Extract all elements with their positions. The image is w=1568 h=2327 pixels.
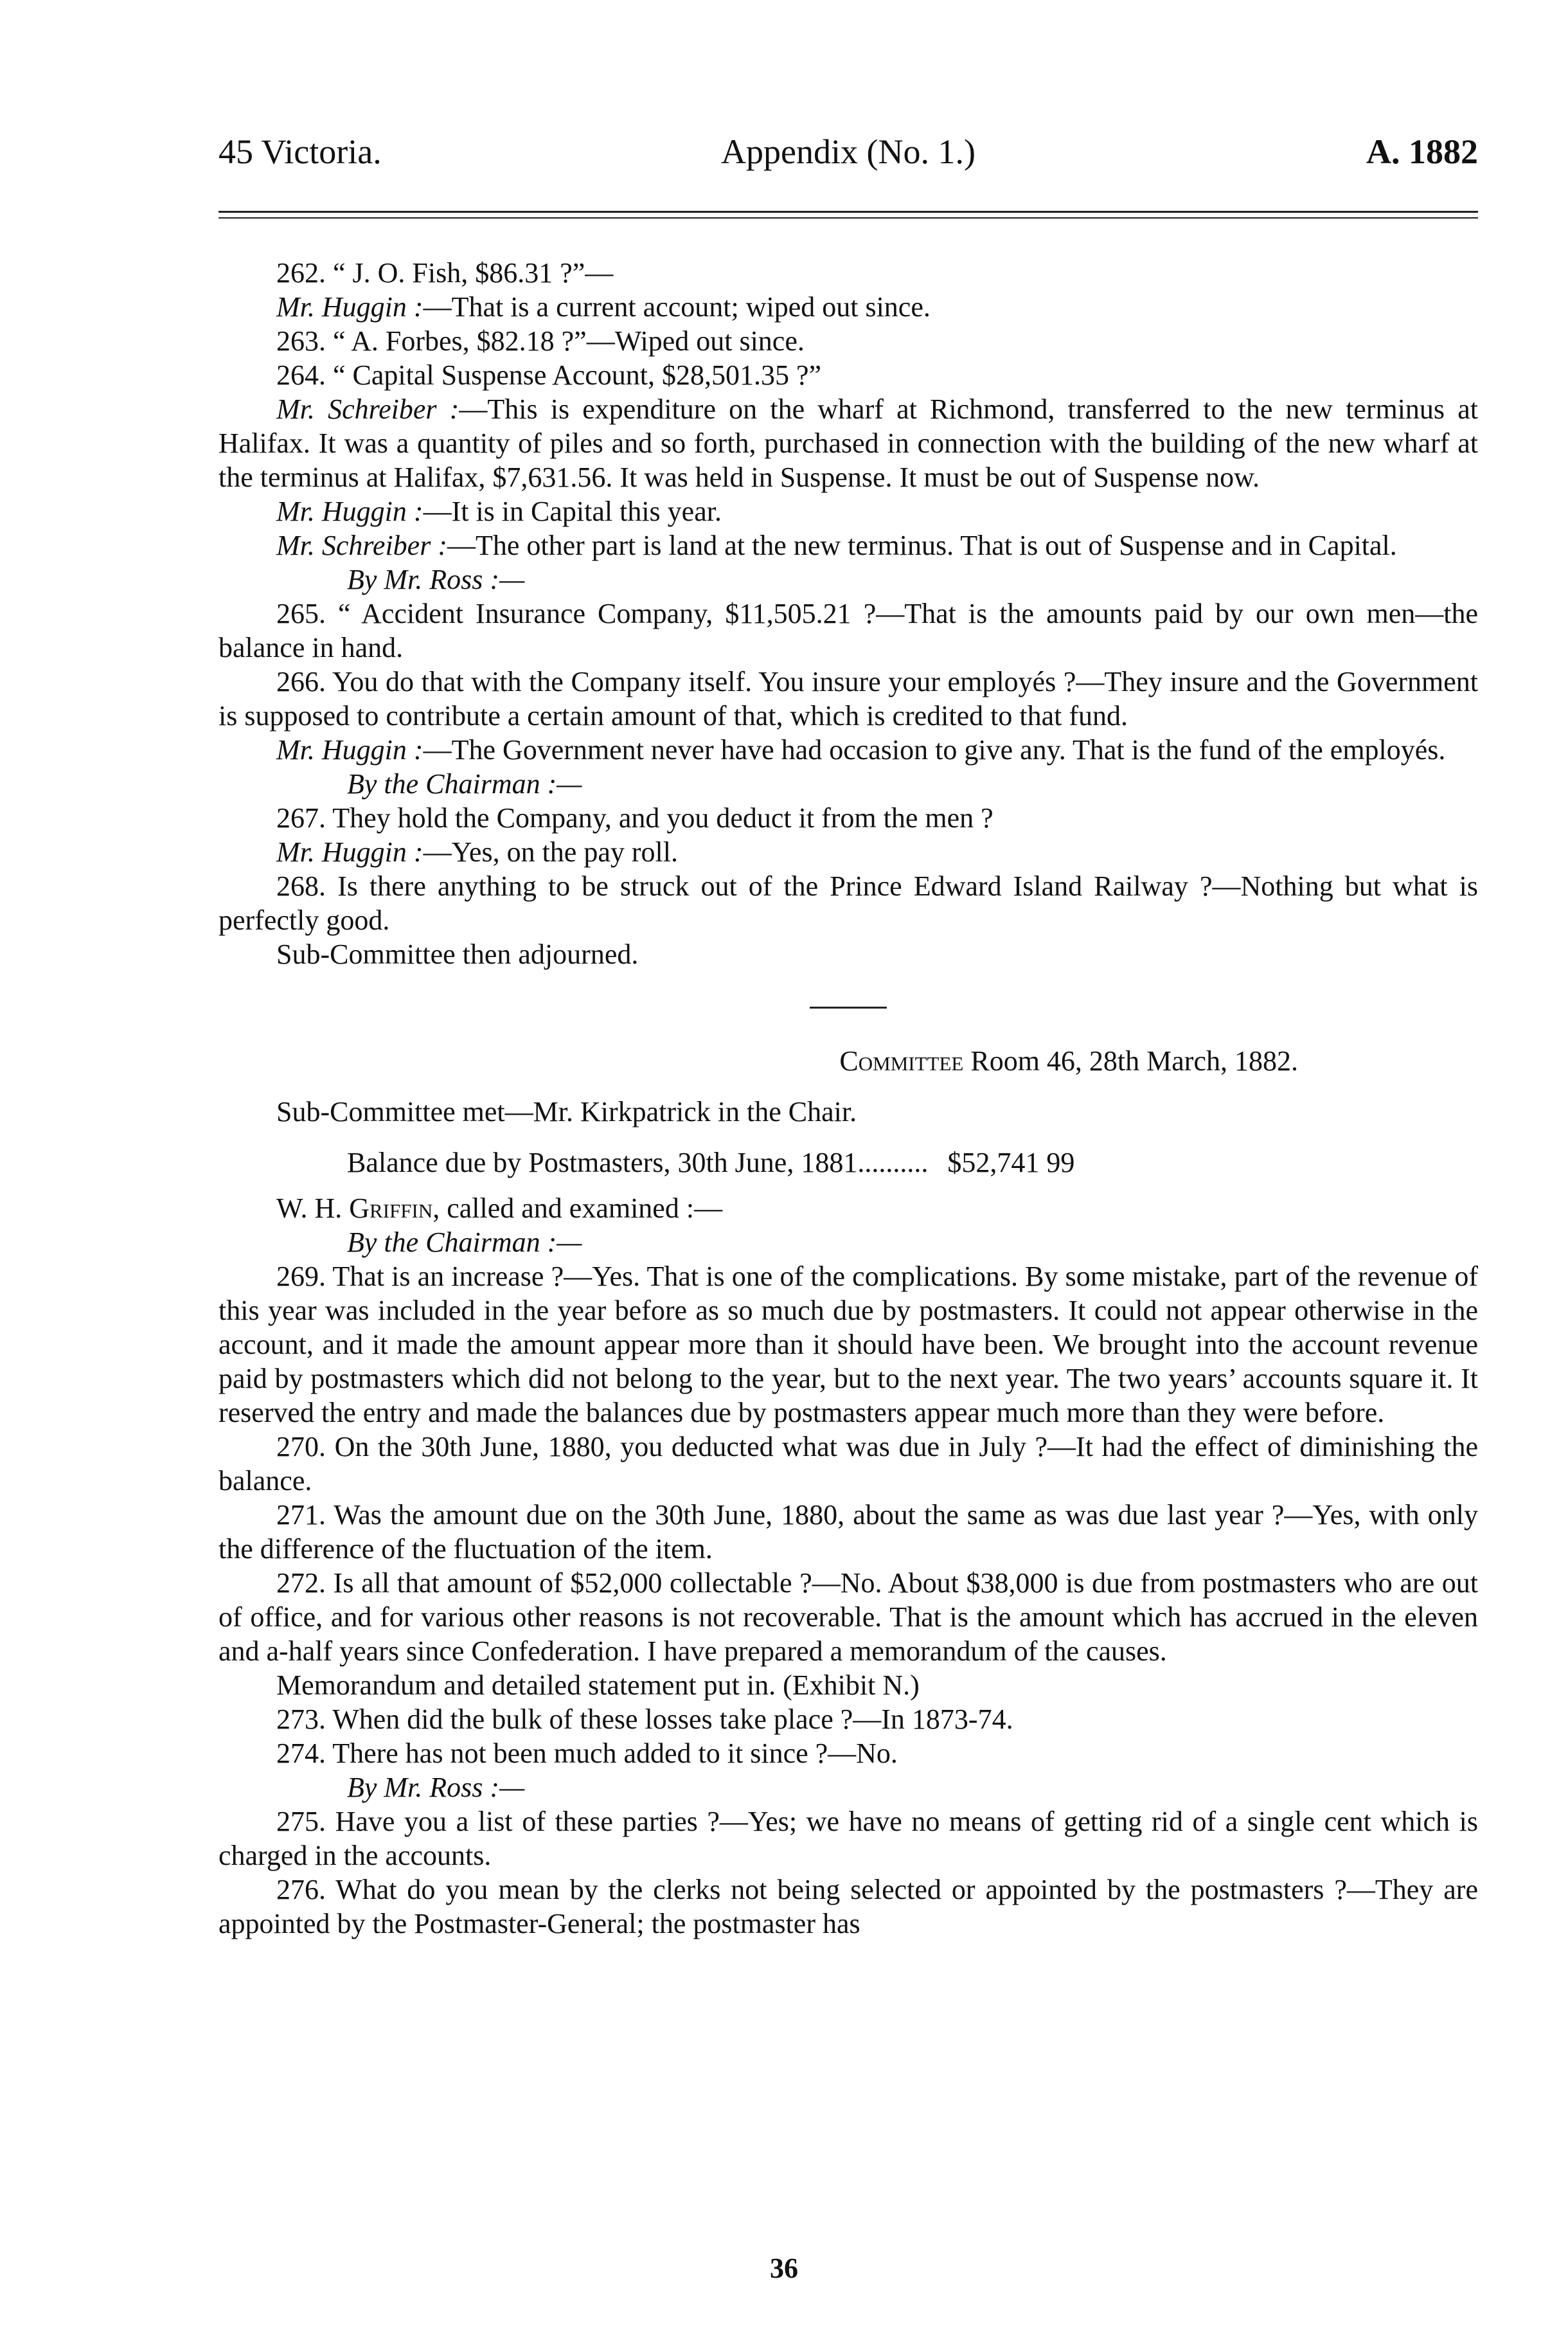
question-274: 274. There has not been much added to it since ?—No. — [276, 1738, 898, 1769]
dateline-rest: Room 46, 28th March, 1882. — [970, 1045, 1298, 1077]
paragraph — [218, 290, 1478, 324]
examiner-heading: By the Chairman :— — [347, 1226, 582, 1258]
witness-line — [218, 1191, 1478, 1225]
balance-line — [218, 1146, 1478, 1180]
dateline-smallcaps: Committee — [839, 1045, 964, 1077]
question-269: 269. That is an increase ?—Yes. That is one of the complications. By some mistake, part of the revenue of this year was included in the year before as so much due by postmasters. It could not appear otherwise in the account, and it made the amount appear more than it should have been. We brought into the account revenue paid by postmasters which did not belong to the year, but to the next year. The two years’ accounts square it. It reserved the entry and made the balances due by postmasters appear much more than they were before. — [218, 1261, 1478, 1428]
question-267: 267. They hold the Company, and you deduct it from the men ? — [276, 802, 993, 834]
question-268: 268. Is there anything to be struck out of the Prince Edward Island Railway ?—Nothing but what is perfectly good. — [218, 870, 1478, 936]
header-session: 45 Victoria. — [218, 132, 382, 171]
speaker: Mr. Schreiber : — [276, 530, 447, 561]
balance-label: Balance due by Postmasters, 30th June, 1881.......... — [347, 1147, 929, 1178]
question-273: 273. When did the bulk of these losses take place ?—In 1873-74. — [276, 1703, 1013, 1735]
header-appendix: Appendix (No. 1.) — [721, 132, 976, 171]
paragraph — [218, 494, 1478, 528]
speaker: Mr. Huggin : — [276, 836, 423, 868]
witness-name: Griffin — [349, 1192, 433, 1224]
running-header — [218, 132, 1478, 183]
header-rule-thin — [218, 217, 1478, 219]
witness-rest: , called and examined :— — [432, 1192, 723, 1224]
page-number: 36 — [770, 2252, 798, 2284]
meeting-note: Sub-Committee met—Mr. Kirkpatrick in the Chair. — [276, 1096, 857, 1128]
question-265: 265. “ Accident Insurance Company, $11,505.21 ?—That is the amounts paid by our own men—the balance in hand. — [218, 598, 1478, 663]
speech: —Yes, on the pay roll. — [423, 836, 678, 868]
speech: —It is in Capital this year. — [423, 496, 722, 527]
speaker: Mr. Schreiber : — [276, 393, 459, 425]
speech: —This is expenditure on the wharf at Richmond, transferred to the new terminus at Halifax. It was a quantity of piles and so forth, purchased in connection with the building of the new wharf at the terminus at Halifax, $7,631.56. It was held in Suspense. It must be out of Suspense now. — [218, 393, 1478, 493]
examiner-heading: By Mr. Ross :— — [347, 564, 525, 595]
paragraph — [218, 835, 1478, 869]
examiner-heading: By Mr. Ross :— — [347, 1772, 525, 1803]
question-271: 271. Was the amount due on the 30th June, 1880, about the same as was due last year ?—Yes, with only the difference of the fluctuation of the item. — [218, 1499, 1478, 1565]
speaker: Mr. Huggin : — [276, 496, 423, 527]
header-year: A. 1882 — [1366, 132, 1478, 171]
question-272: 272. Is all that amount of $52,000 collectable ?—No. About $38,000 is due from postmasters who are out of office, and for various other reasons is not recoverable. That is the amount which has accrued in the eleven and a-half years since Confederation. I have prepared a memorandum of the causes. — [218, 1567, 1478, 1667]
speech: —The other part is land at the new terminus. That is out of Suspense and in Capital. — [447, 530, 1397, 561]
speaker: Mr. Huggin : — [276, 734, 423, 766]
question-270: 270. On the 30th June, 1880, you deducted what was due in July ?—It had the effect of diminishing the balance. — [218, 1431, 1478, 1496]
header-rule-thick — [218, 211, 1478, 213]
question-266: 266. You do that with the Company itself. You insure your employés ?—They insure and the Government is supposed to contribute a certain amount of that, which is credited to that fund. — [218, 666, 1478, 732]
balance-amount: $52,741 99 — [947, 1147, 1075, 1178]
session-dateline — [218, 1044, 1298, 1078]
paragraph — [218, 528, 1478, 562]
examiner-heading: By the Chairman :— — [347, 768, 582, 800]
speaker: Mr. Huggin : — [276, 291, 423, 323]
question-275: 275. Have you a list of these parties ?—Yes; we have no means of getting rid of a single cent which is charged in the accounts. — [218, 1806, 1478, 1871]
adjournment-note: Sub-Committee then adjourned. — [276, 939, 639, 970]
speech: —That is a current account; wiped out since. — [423, 291, 931, 323]
memorandum-note: Memorandum and detailed statement put in. (Exhibit N.) — [276, 1669, 920, 1701]
paragraph: 263. “ A. Forbes, $82.18 ?”—Wiped out since. — [276, 325, 805, 357]
question-276: 276. What do you mean by the clerks not being selected or appointed by the postmasters ?—They are appointed by the Postmaster-General; the postmaster has — [218, 1874, 1478, 1939]
paragraph: 262. “ J. O. Fish, $86.31 ?”— — [276, 257, 614, 289]
section-separator — [810, 1007, 887, 1009]
paragraph — [218, 392, 1478, 494]
speech: —The Government never have had occasion to give any. That is the fund of the employés. — [423, 734, 1446, 766]
paragraph — [218, 733, 1478, 767]
witness-initials: W. H. — [276, 1192, 350, 1224]
paragraph: 264. “ Capital Suspense Account, $28,501.35 ?” — [276, 359, 822, 391]
page-body — [218, 256, 1478, 1941]
